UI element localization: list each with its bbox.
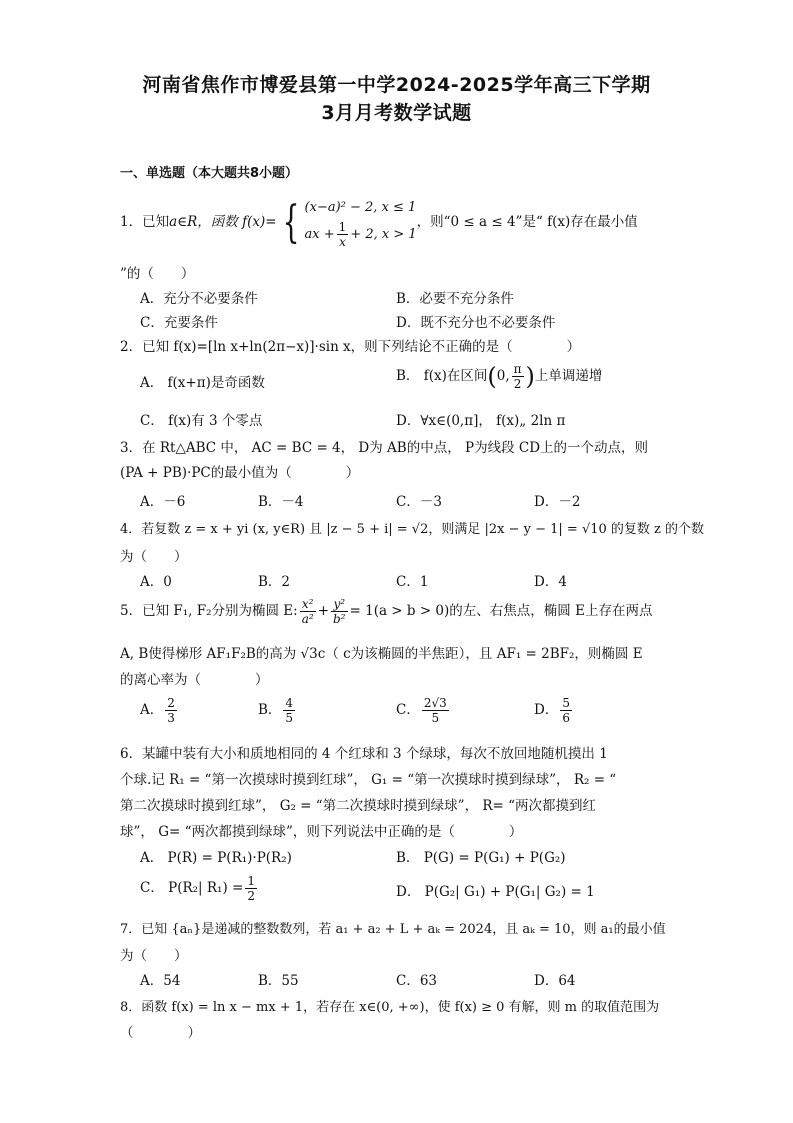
question-1-stem: 1．已知a∈R，函数 f(x)= { (x−a)² − 2, x ≤ 1 ax + $\frac{1}{x}$ + 2, x > 1 ，则“0 ≤ a ≤ 4”是“ f(x)存在最小值 <box>120 196 638 249</box>
question-5-stem-cont2: 的离心率为（ ） <box>120 672 269 688</box>
q2-option-d[interactable]: D．∀x∈(0,π]， f(x)„ 2ln π <box>396 413 566 429</box>
q2-option-b[interactable]: B． f(x)在区间(0, $\frac{\pi}{2}$ )上单调递增 <box>396 362 603 391</box>
q4-option-d[interactable]: D．4 <box>534 574 567 590</box>
q5-option-d[interactable]: D． $\frac{5}{6}$ <box>534 696 570 725</box>
q2-option-c[interactable]: C． f(x)有 3 个零点 <box>140 413 263 429</box>
question-5-stem-cont: A, B使得梯形 AF₁F₂B的高为 √3c（ c为该椭圆的半焦距），且 AF₁ = 2BF₂，则椭圆 E <box>120 646 643 662</box>
question-4-stem: 4．若复数 z = x + yi (x, y∈R) 且 |z − 5 + i| = √2，则满足 |2x − y − 1| = √10 的复数 z 的个数 <box>120 522 705 537</box>
q4-option-b[interactable]: B．2 <box>258 574 291 590</box>
question-8-stem-cont: （ ） <box>120 1025 201 1041</box>
q7-option-a[interactable]: A．54 <box>140 973 181 989</box>
question-6-stem: 6．某罐中装有大小和质地相同的 4 个红球和 3 个绿球，每次不放回地随机摸出 1 <box>120 746 608 762</box>
q7-option-d[interactable]: D．64 <box>534 973 576 989</box>
question-6-stem-cont2: 第二次摸球时摸到红球”， G₂ = “第二次摸球时摸到绿球”， R= “两次都摸到红 <box>120 798 597 814</box>
question-3-stem: 3．在 Rt△ABC 中， AC = BC = 4， D为 AB的中点， P为线段 CD上的一个动点，则 <box>120 440 649 456</box>
q5-option-c[interactable]: C． $\frac{2√3}{5}$ <box>396 696 447 725</box>
q1-option-b[interactable]: B．必要不充分条件 <box>396 291 514 307</box>
question-3-stem-cont: (PA + PB)·PC的最小值为（ ） <box>120 465 360 481</box>
q5-option-a[interactable]: A． $\frac{2}{3}$ <box>140 696 175 725</box>
q3-option-c[interactable]: C．－3 <box>396 494 442 510</box>
q6-option-b[interactable]: B． P(G) = P(G₁) + P(G₂) <box>396 850 566 866</box>
q7-option-c[interactable]: C．63 <box>396 973 438 989</box>
question-6-stem-cont: 个球.记 R₁ = “第一次摸球时摸到红球”， G₁ = “第一次摸球时摸到绿球”， R₂ = “ <box>120 772 617 788</box>
question-7-stem: 7．已知 {aₙ}是递减的整数数列，若 a₁ + a₂ + L + aₖ = 2024，且 aₖ = 10，则 a₁的最小值 <box>120 922 666 937</box>
section-heading: 一、单选题（本大题共8小题） <box>120 166 299 181</box>
question-8-stem: 8．函数 f(x) = ln x − mx + 1，若存在 x∈(0, +∞)，使 f(x) ≥ 0 有解，则 m 的取值范围为 <box>120 1000 660 1015</box>
exam-title-line2: 3月月考数学试题 <box>321 102 472 124</box>
q1-option-d[interactable]: D．既不充分也不必要条件 <box>396 315 556 331</box>
exam-title-line1: 河南省焦作市博爱县第一中学2024-2025学年高三下学期 <box>142 74 651 96</box>
question-6-stem-cont3: 球”， G= “两次都摸到绿球”，则下列说法中正确的是（ ） <box>120 824 523 840</box>
q6-option-c[interactable]: C． P(R₂| R₁) = $\frac{1}{2}$ <box>140 874 255 903</box>
question-4-stem-cont: 为（ ） <box>120 549 188 565</box>
question-5-stem: 5．已知 F₁, F₂分别为椭圆 E: $\frac{\text{x²}}{\text{a²}}$ + $\frac{\text{y²}}{\text{b²}}$ = 1(a > b > 0)的左、右焦点，椭圆 E上存在两点 <box>120 597 653 626</box>
q2-option-a[interactable]: A． f(x+π)是奇函数 <box>140 375 265 391</box>
question-1-stem-cont: ”的（ ） <box>120 266 195 282</box>
q1-option-a[interactable]: A．充分不必要条件 <box>140 291 258 307</box>
q3-option-d[interactable]: D．－2 <box>534 494 581 510</box>
q4-option-a[interactable]: A．0 <box>140 574 172 590</box>
question-2-stem: 2．已知 f(x)=[ln x+ln(2π−x)]·sin x，则下列结论不正确的是（ ） <box>120 339 581 355</box>
q6-option-d[interactable]: D． P(G₂| G₁) + P(G₁| G₂) = 1 <box>396 884 595 900</box>
q5-option-b[interactable]: B． $\frac{4}{5}$ <box>258 696 294 725</box>
q1-option-c[interactable]: C．充要条件 <box>140 315 218 331</box>
q3-option-a[interactable]: A．－6 <box>140 494 186 510</box>
q6-option-a[interactable]: A． P(R) = P(R₁)·P(R₂) <box>140 850 292 866</box>
piecewise-function: { (x−a)² − 2, x ≤ 1 ax + $\frac{1}{x}$ + 2, x > 1 <box>282 196 417 249</box>
q4-option-c[interactable]: C．1 <box>396 574 429 590</box>
q7-option-b[interactable]: B．55 <box>258 973 299 989</box>
q3-option-b[interactable]: B．－4 <box>258 494 304 510</box>
question-7-stem-cont: 为（ ） <box>120 948 188 964</box>
